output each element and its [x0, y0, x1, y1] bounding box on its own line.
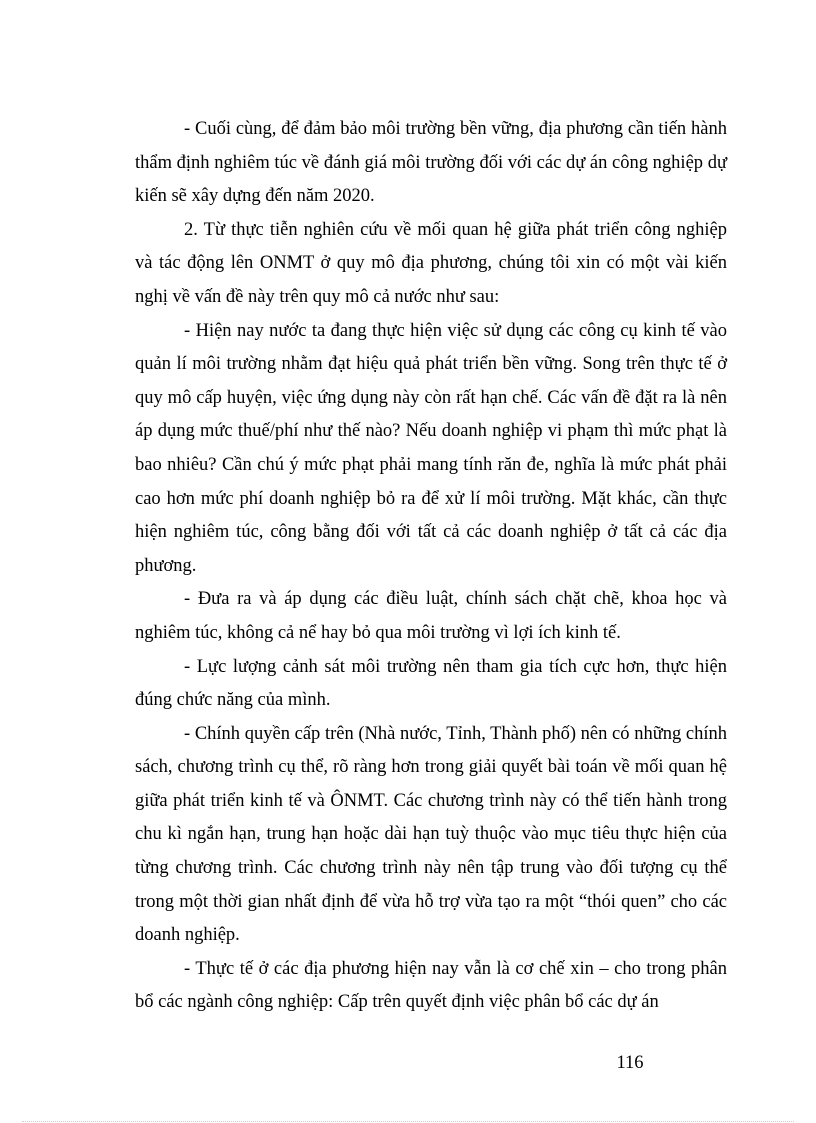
page-number: 116	[616, 1053, 644, 1073]
paragraph-allocation-mechanism: - Thực tế ở các địa phương hiện nay vẫn là cơ chế xin – cho trong phân bổ các ngành công nghiệp: Cấp trên quyết định việc phân bổ các dự án	[135, 958, 727, 1013]
paragraph-laws-policies: - Đưa ra và áp dụng các điều luật, chính sách chặt chẽ, khoa học và nghiêm túc, không cả nể hay bỏ qua môi trường vì lợi ích kinh tế.	[135, 589, 727, 643]
paragraph-recommendations-intro: 2. Từ thực tiễn nghiên cứu về mối quan hệ giữa phát triển công nghiệp và tác động lên ONMT ở quy mô địa phương, chúng tôi xin có một vài kiến nghị về vấn đề này trên quy mô cả nước như sau:	[135, 219, 727, 307]
paragraph-economic-tools: - Hiện nay nước ta đang thực hiện việc sử dụng các công cụ kinh tế vào quản lí môi trường nhằm đạt hiệu quả phát triển bền vững. Song trên thực tế ở quy mô cấp huyện, việc ứng dụng này còn rất hạn chế. Các vấn đề đặt ra là nên áp dụng mức thuế/phí như thế nào? Nếu doanh nghiệp vi phạm thì mức phạt là bao nhiêu? Cần chú ý mức phạt phải mang tính răn đe, nghĩa là mức phát phải cao hơn mức phí doanh nghiệp bỏ ra để xử lí môi trường. Mặt khác, cần thực hiện nghiêm túc, công bằng đối với tất cả các doanh nghiệp ở tất cả các địa phương.	[135, 320, 727, 576]
paragraph-environmental-police: - Lực lượng cảnh sát môi trường nên tham gia tích cực hơn, thực hiện đúng chức năng của mình.	[135, 656, 727, 711]
body-text	[135, 113, 727, 1020]
footer-divider	[22, 1121, 794, 1122]
paragraph-final-recommendation: - Cuối cùng, để đảm bảo môi trường bền vững, địa phương cần tiến hành thẩm định nghiêm túc về đánh giá môi trường đối với các dự án công nghiệp dự kiến sẽ xây dựng đến năm 2020.	[135, 119, 727, 207]
paragraph-government-programs: - Chính quyền cấp trên (Nhà nước, Tỉnh, Thành phố) nên có những chính sách, chương trình cụ thể, rõ ràng hơn trong giải quyết bài toán về mối quan hệ giữa phát triển kinh tế và ÔNMT. Các chương trình này có thể tiến hành trong chu kì ngắn hạn, trung hạn hoặc dài hạn tuỳ thuộc vào mục tiêu thực hiện của từng chương trình. Các chương trình này nên tập trung vào đối tượng cụ thể trong một thời gian nhất định để vừa hỗ trợ vừa tạo ra một “thói quen” cho các doanh nghiệp.	[135, 723, 727, 946]
